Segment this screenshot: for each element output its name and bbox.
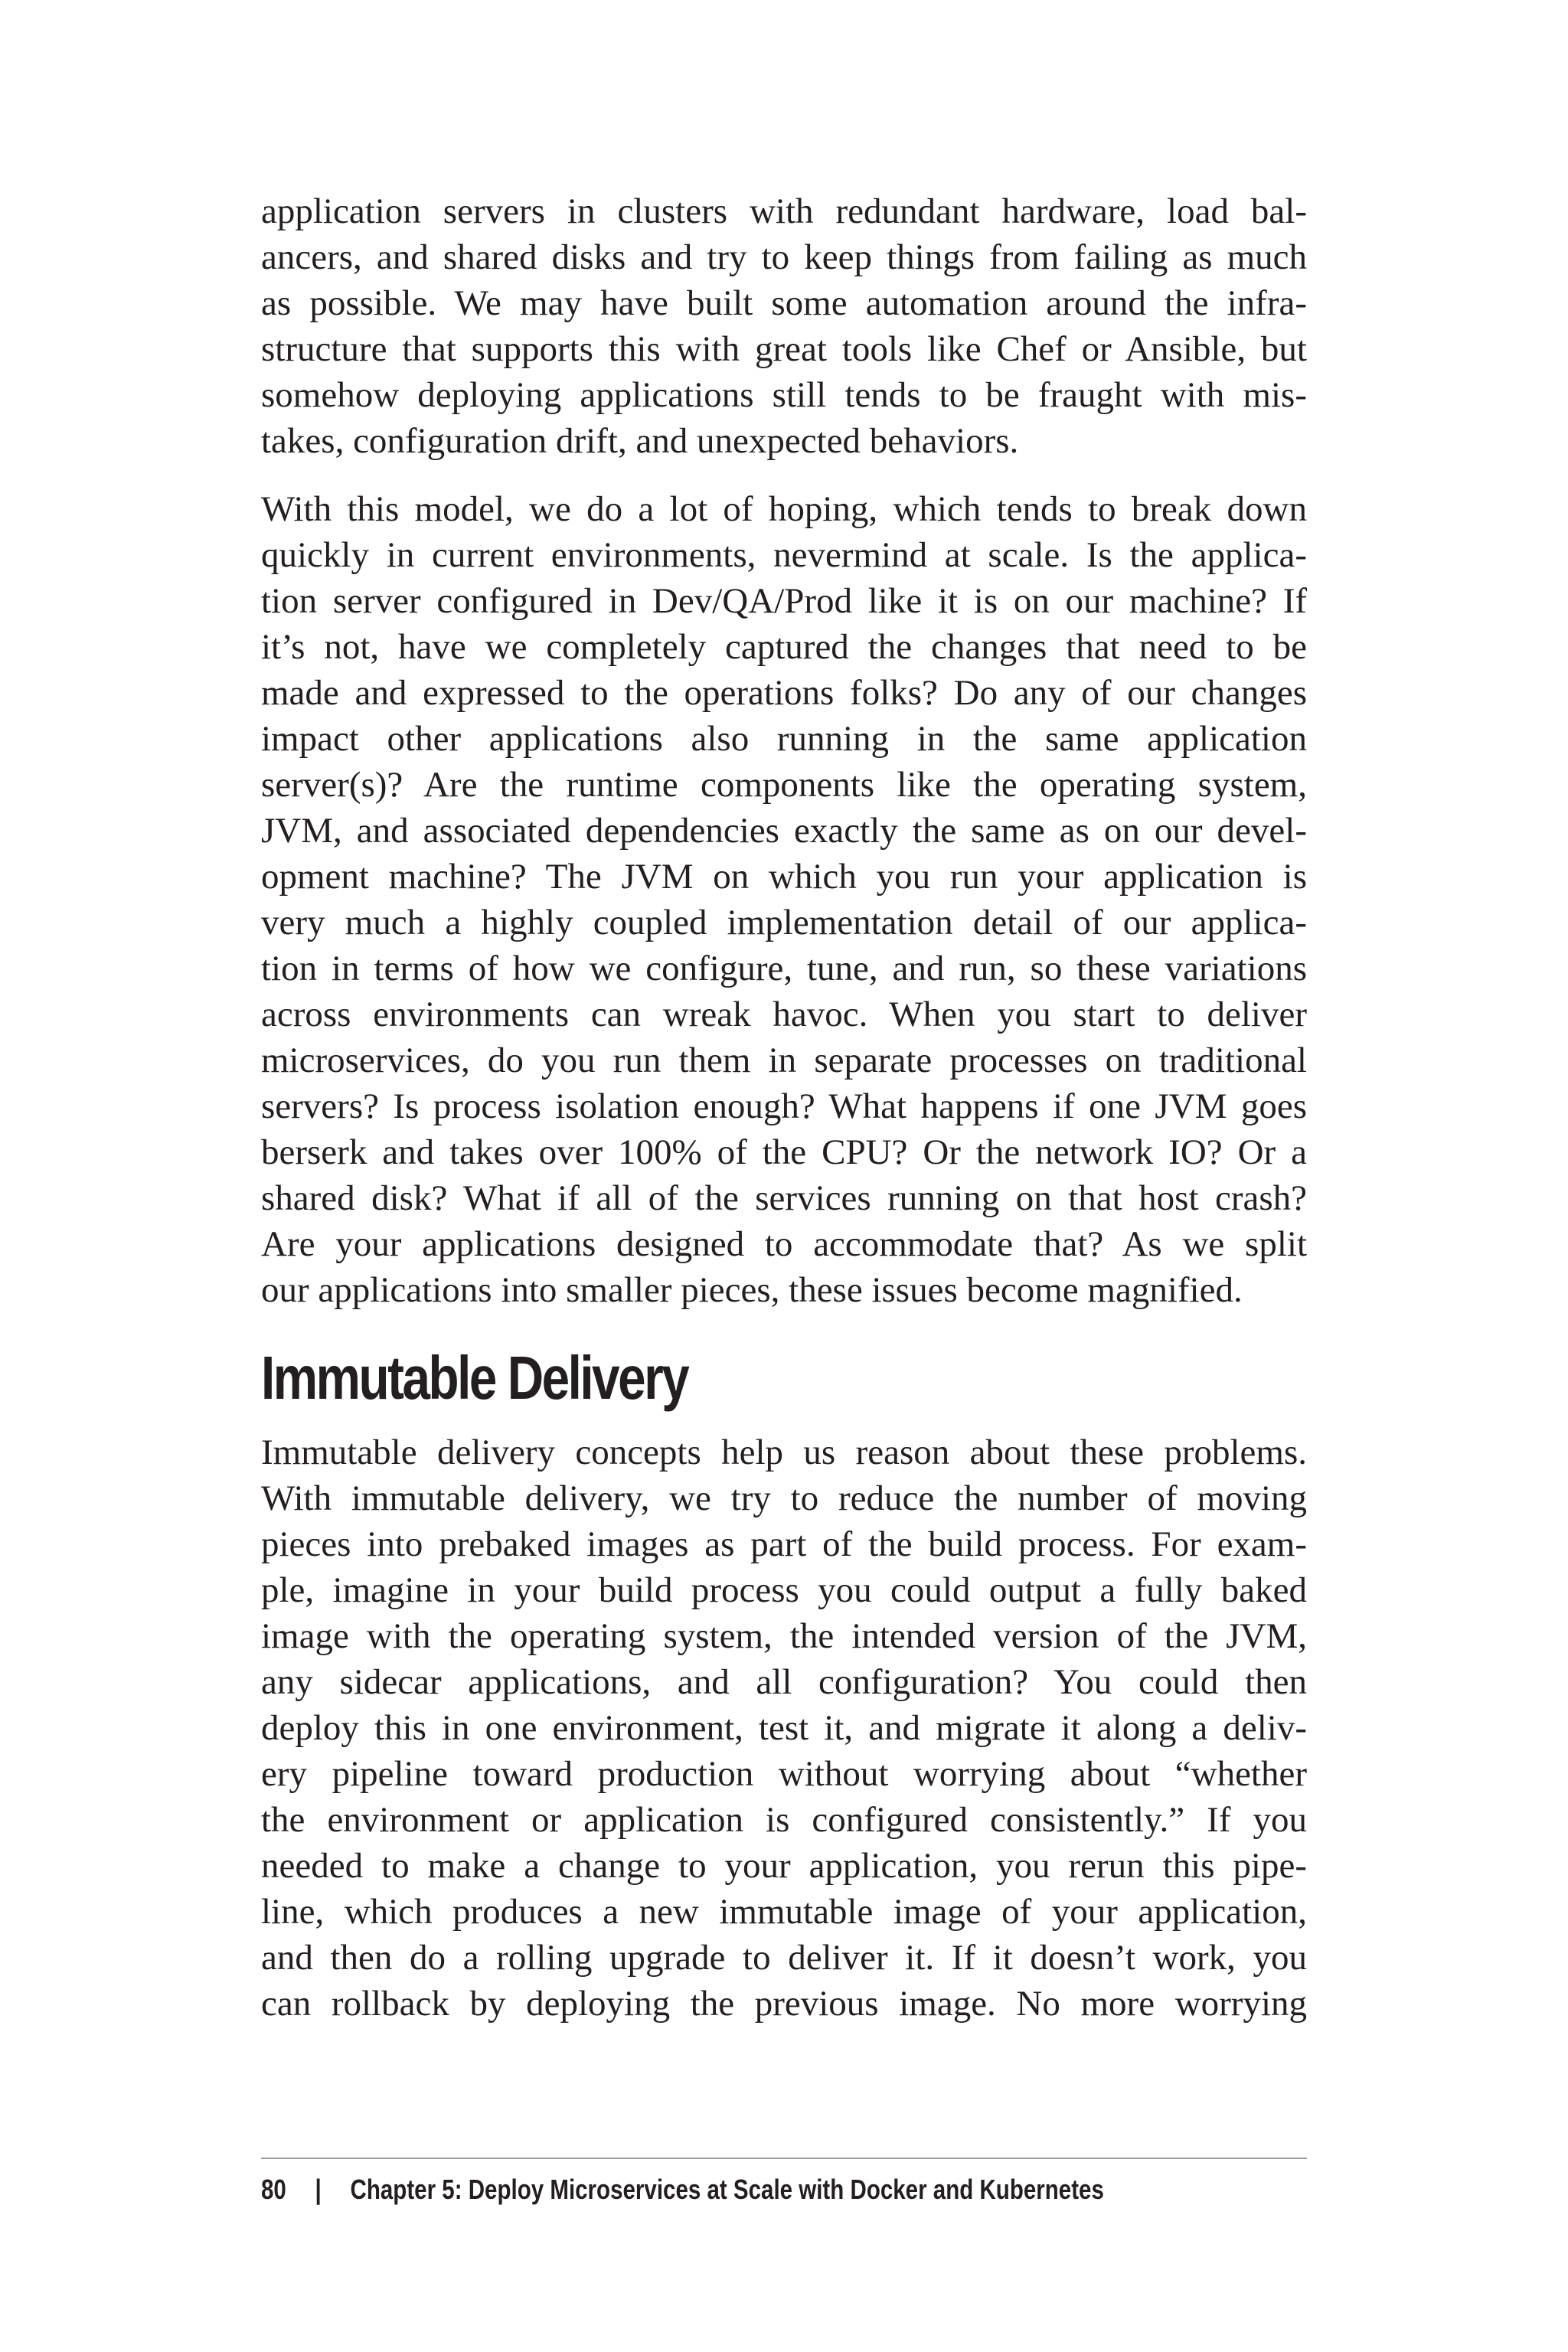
text-line: JVM, and associated dependencies exactly the same as on our devel- — [261, 811, 1307, 851]
text-line: across environments can wreak havoc. When you start to deliver — [261, 995, 1307, 1034]
text-line: somehow deploying applications still tends to be fraught with mis- — [261, 375, 1307, 415]
running-footer — [261, 2173, 1119, 2207]
text-line: Are your applications designed to accommodate that? As we split — [261, 1224, 1307, 1264]
text-line: can rollback by deploying the previous image. No more worrying — [261, 1984, 1307, 2024]
text-line: needed to make a change to your application, you rerun this pipe- — [261, 1846, 1307, 1886]
text-line: very much a highly coupled implementation detail of our applica- — [261, 903, 1307, 942]
text-line: servers? Is process isolation enough? What happens if one JVM goes — [261, 1086, 1307, 1126]
text-line: any sidecar applications, and all configuration? You could then — [261, 1662, 1307, 1702]
text-line: impact other applications also running in the same application — [261, 719, 1307, 759]
chapter-title: Chapter 5: Deploy Microservices at Scale with Docker and Kubernetes — [350, 2174, 1104, 2205]
text-line: pieces into prebaked images as part of the build process. For exam- — [261, 1524, 1307, 1564]
text-line: application servers in clusters with redundant hardware, load bal- — [261, 191, 1307, 231]
body-paragraph-2 — [261, 486, 1307, 1313]
text-line: deploy this in one environment, test it, and migrate it along a deliv- — [261, 1708, 1307, 1748]
page-number: 80 — [261, 2174, 286, 2205]
text-line: quickly in current environments, nevermind at scale. Is the applica- — [261, 535, 1307, 575]
text-line: shared disk? What if all of the services running on that host crash? — [261, 1178, 1307, 1218]
section-heading: Immutable Delivery — [261, 1344, 688, 1412]
text-line: line, which produces a new immutable image of your application, — [261, 1892, 1307, 1932]
body-paragraph-3 — [261, 1429, 1307, 2027]
text-line: tion in terms of how we configure, tune, and run, so these variations — [261, 949, 1307, 988]
text-line: ple, imagine in your build process you could output a fully baked — [261, 1570, 1307, 1610]
text-line: Immutable delivery concepts help us reason about these problems. — [261, 1432, 1307, 1472]
text-line: structure that supports this with great tools like Chef or Ansible, but — [261, 329, 1307, 369]
text-line: as possible. We may have built some automation around the infra- — [261, 283, 1307, 323]
page-footer — [261, 2158, 1307, 2207]
text-line: our applications into smaller pieces, these issues become magnified. — [261, 1270, 1243, 1310]
text-line: and then do a rolling upgrade to deliver it. If it doesn’t work, you — [261, 1938, 1307, 1978]
text-line: takes, configuration drift, and unexpected behaviors. — [261, 421, 1019, 461]
text-line: ery pipeline toward production without worrying about “whether — [261, 1754, 1307, 1794]
text-line: berserk and takes over 100% of the CPU? Or the network IO? Or a — [261, 1132, 1307, 1172]
text-line: the environment or application is configured consistently.” If you — [261, 1800, 1307, 1840]
text-line: With this model, we do a lot of hoping, which tends to break down — [261, 489, 1307, 529]
body-paragraph-1 — [261, 188, 1307, 464]
text-line: microservices, do you run them in separate processes on traditional — [261, 1040, 1307, 1080]
page-body — [261, 188, 1307, 2027]
text-line: ancers, and shared disks and try to keep things from failing as much — [261, 237, 1307, 277]
text-line: image with the operating system, the intended version of the JVM, — [261, 1616, 1307, 1656]
text-line: made and expressed to the operations folks? Do any of our changes — [261, 673, 1307, 713]
text-line: tion server configured in Dev/QA/Prod like it is on our machine? If — [261, 581, 1307, 621]
text-line: server(s)? Are the runtime components like the operating system, — [261, 765, 1307, 805]
text-line: With immutable delivery, we try to reduce the number of moving — [261, 1478, 1307, 1518]
footer-separator: | — [315, 2174, 322, 2205]
footer-divider — [261, 2158, 1307, 2159]
text-line: it’s not, have we completely captured the changes that need to be — [261, 627, 1307, 667]
text-line: opment machine? The JVM on which you run your application is — [261, 857, 1307, 897]
